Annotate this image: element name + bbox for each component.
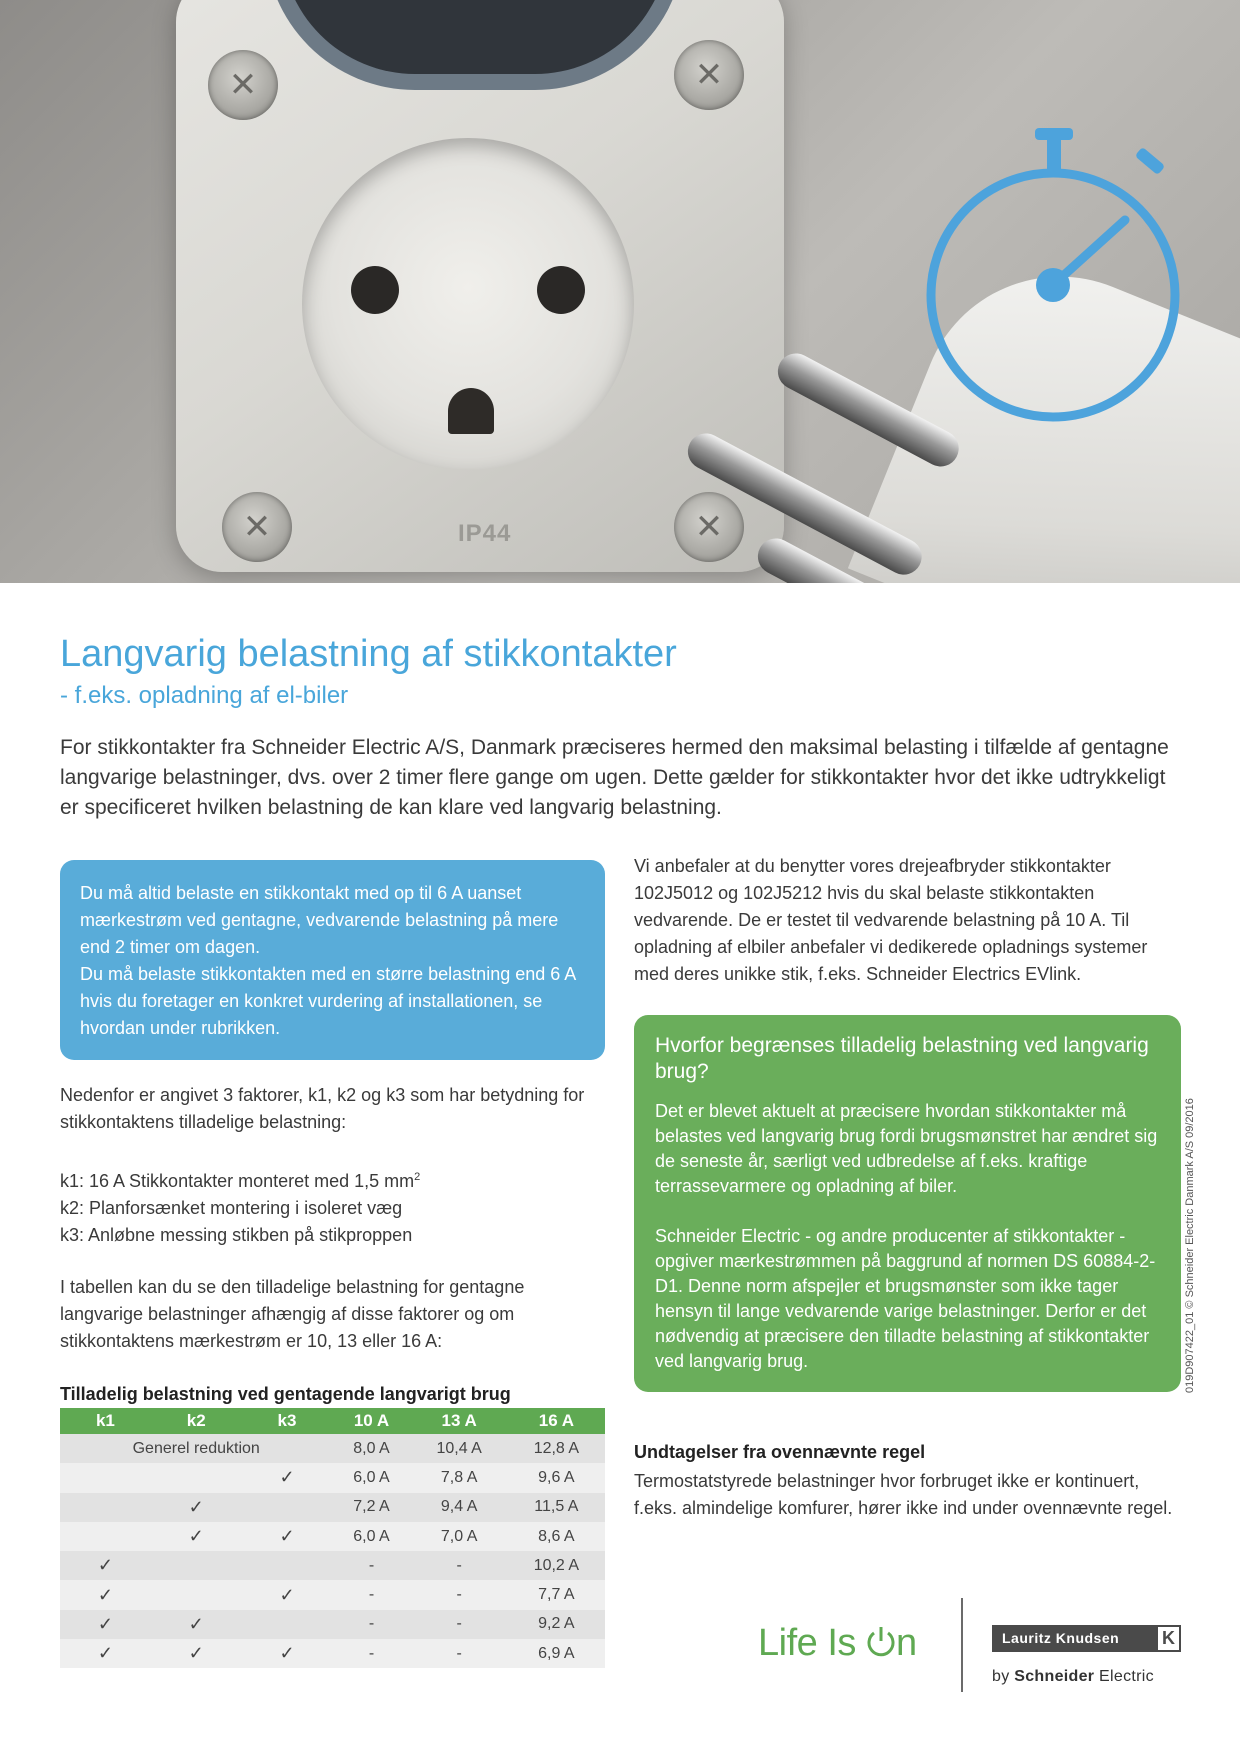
table-cell: 7,0 A [411, 1522, 508, 1551]
check-cell: ✓ [60, 1551, 151, 1580]
check-cell: ✓ [242, 1580, 333, 1609]
table-cell: 11,5 A [508, 1493, 605, 1522]
check-cell: ✓ [60, 1639, 151, 1668]
check-cell [60, 1522, 151, 1551]
screw-bottom-left [222, 492, 292, 562]
table-row [60, 1580, 605, 1609]
schneider-electric-logo: by Schneider Electric [992, 1668, 1154, 1685]
check-cell [151, 1580, 242, 1609]
info-box-paragraph: Du må belaste stikkontakten med en større belastning end 6 A hvis du foretager en konkret vurdering af installationen, se hvordan under rubrikken. [80, 964, 576, 1038]
table-cell: 9,4 A [411, 1493, 508, 1522]
lauritz-knudsen-logo: Lauritz Knudsen [992, 1625, 1180, 1652]
factors-intro: Nedenfor er angivet 3 faktorer, k1, k2 og k3 som har betydning for stikkontaktens tilladelige belastning: [60, 1085, 585, 1132]
table-row [60, 1493, 605, 1522]
info-box-green [634, 1015, 1181, 1392]
column-header: k2 [151, 1408, 242, 1434]
check-cell: ✓ [242, 1463, 333, 1492]
socket-earth-hole [448, 388, 494, 434]
column-header: 13 A [411, 1408, 508, 1434]
table-cell: 8,6 A [508, 1522, 605, 1551]
logo-divider [961, 1598, 963, 1692]
table-cell: 9,2 A [508, 1610, 605, 1639]
hero-photo [0, 0, 1240, 583]
column-header: k3 [242, 1408, 333, 1434]
table-cell: - [411, 1551, 508, 1580]
table-row [60, 1522, 605, 1551]
check-cell [242, 1610, 333, 1639]
page-title: Langvarig belastning af stikkontakter [60, 633, 677, 675]
green-box-paragraph: Det er blevet aktuelt at præcisere hvordan stikkontakter må belastes ved langvarig brug fordi brugsmønstret har ændret sig de seneste år, særligt ved udbredelse af f.eks. kraftige terrassevarmere og opladning af biler. [655, 1101, 1158, 1196]
table-cell: 12,8 A [508, 1434, 605, 1463]
table-cell: - [411, 1639, 508, 1668]
table-row [60, 1610, 605, 1639]
table-cell: 6,0 A [332, 1522, 410, 1551]
table-cell: - [332, 1551, 410, 1580]
table-row [60, 1639, 605, 1668]
exceptions-heading: Undtagelser fra ovennævnte regel [634, 1442, 926, 1462]
table-header-row [60, 1408, 605, 1434]
socket-hole-right [537, 266, 585, 314]
table-cell: 10,4 A [411, 1434, 508, 1463]
exceptions-text: Termostatstyrede belastninger hvor forbruget ikke er kontinuert, f.eks. almindelige komfurer, hører ikke ind under ovennævnte regel. [634, 1471, 1173, 1518]
screw-top-left [208, 50, 278, 120]
table-title: Tilladelig belastning ved gentagende langvarigt brug [60, 1384, 511, 1404]
table-cell: - [411, 1610, 508, 1639]
table-row [60, 1463, 605, 1492]
table-cell: - [411, 1580, 508, 1609]
check-cell: ✓ [60, 1580, 151, 1609]
stopwatch-icon [920, 120, 1200, 440]
check-cell [60, 1493, 151, 1522]
recommendation-paragraph: Vi anbefaler at du benytter vores drejeafbryder stikkontakter 102J5012 og 102J5212 hvis du skal belaste stikkontakten vedvarende. De er testet til vedvarende belastning på 10 A. Til opladning af elbiler anbefaler vi dedikerede opladnings systemer med deres unikke stik, f.eks. Schneider Electrics EVlink. [634, 856, 1148, 984]
power-icon [866, 1625, 896, 1659]
table-cell: 6,9 A [508, 1639, 605, 1668]
info-box-blue [60, 860, 605, 1060]
column-header: 10 A [332, 1408, 410, 1434]
green-box-heading: Hvorfor begrænses tilladelig belastning ved langvarig brug? [655, 1034, 1149, 1083]
table-cell: - [332, 1610, 410, 1639]
table-cell: - [332, 1639, 410, 1668]
intro-paragraph: For stikkontakter fra Schneider Electric A/S, Danmark præciseres hermed den maksimal belasting i tilfælde af gentagne langvarige belastninger, dvs. over 2 timer flere gange om ugen. Dette gælder for stikkontakter hvor det ikke udtrykkeligt er specificeret hvilken belastning de kan klare ved langvarig belastning. [60, 736, 1169, 819]
table-cell: 6,0 A [332, 1463, 410, 1492]
table-cell: - [332, 1580, 410, 1609]
check-cell: ✓ [60, 1610, 151, 1639]
check-cell [151, 1463, 242, 1492]
check-cell: ✓ [242, 1522, 333, 1551]
table-cell: 9,6 A [508, 1463, 605, 1492]
screw-top-right [674, 40, 744, 110]
life-is-on-logo: Life Is n [758, 1622, 917, 1664]
table-cell: 10,2 A [508, 1551, 605, 1580]
table-row [60, 1434, 605, 1463]
page-subtitle: - f.eks. opladning af el-biler [60, 682, 349, 709]
socket-hole-left [351, 266, 399, 314]
check-cell [151, 1551, 242, 1580]
table-row [60, 1551, 605, 1580]
check-cell: ✓ [242, 1639, 333, 1668]
check-cell: ✓ [151, 1493, 242, 1522]
check-cell [242, 1551, 333, 1580]
check-cell [60, 1463, 151, 1492]
socket-marking: IP44 [458, 520, 512, 547]
screw-bottom-right [674, 492, 744, 562]
info-box-paragraph: Du må altid belaste en stikkontakt med op til 6 A uanset mærkestrøm ved gentagne, vedvarende belastning på mere end 2 timer om dagen. [80, 883, 559, 957]
check-cell: ✓ [151, 1639, 242, 1668]
check-cell [242, 1493, 333, 1522]
column-header: k1 [60, 1408, 151, 1434]
lauritz-knudsen-k-logo: K [1156, 1625, 1181, 1652]
load-table [60, 1408, 605, 1668]
general-reduction-label: Generel reduktion [60, 1434, 332, 1463]
table-intro: I tabellen kan du se den tilladelige belastning for gentagne langvarige belastninger afhængig af disse faktorer og om stikkontaktens mærkestrøm er 10, 13 eller 16 A: [60, 1277, 525, 1351]
table-cell: 7,8 A [411, 1463, 508, 1492]
check-cell: ✓ [151, 1522, 242, 1551]
factor-k3: k3: Anløbne messing stikben på stikproppen [60, 1225, 413, 1245]
table-cell: 7,7 A [508, 1580, 605, 1609]
table-cell: 7,2 A [332, 1493, 410, 1522]
factor-k2: k2: Planforsænket montering i isoleret væg [60, 1198, 403, 1218]
check-cell: ✓ [151, 1610, 242, 1639]
factors-list [60, 1164, 610, 1249]
column-header: 16 A [508, 1408, 605, 1434]
green-box-paragraph: Schneider Electric - og andre producenter af stikkontakter - opgiver mærkestrømmen på baggrund af normen DS 60884-2-D1. Denne norm afspejler et brugsmønster som ikke tager hensyn til lange vedvarende varige belastninger. Derfor er det nødvendig at præcisere den tilladte belastning af stikkontakter ved langvarig brug. [655, 1226, 1156, 1371]
table-cell: 8,0 A [332, 1434, 410, 1463]
factor-k1: k1: 16 A Stikkontakter monteret med 1,5 $mm^2$ [60, 1171, 421, 1191]
document-reference: 019D907422_01 © Schneider Electric Danmark A/S 09/2016 [1184, 1098, 1196, 1393]
